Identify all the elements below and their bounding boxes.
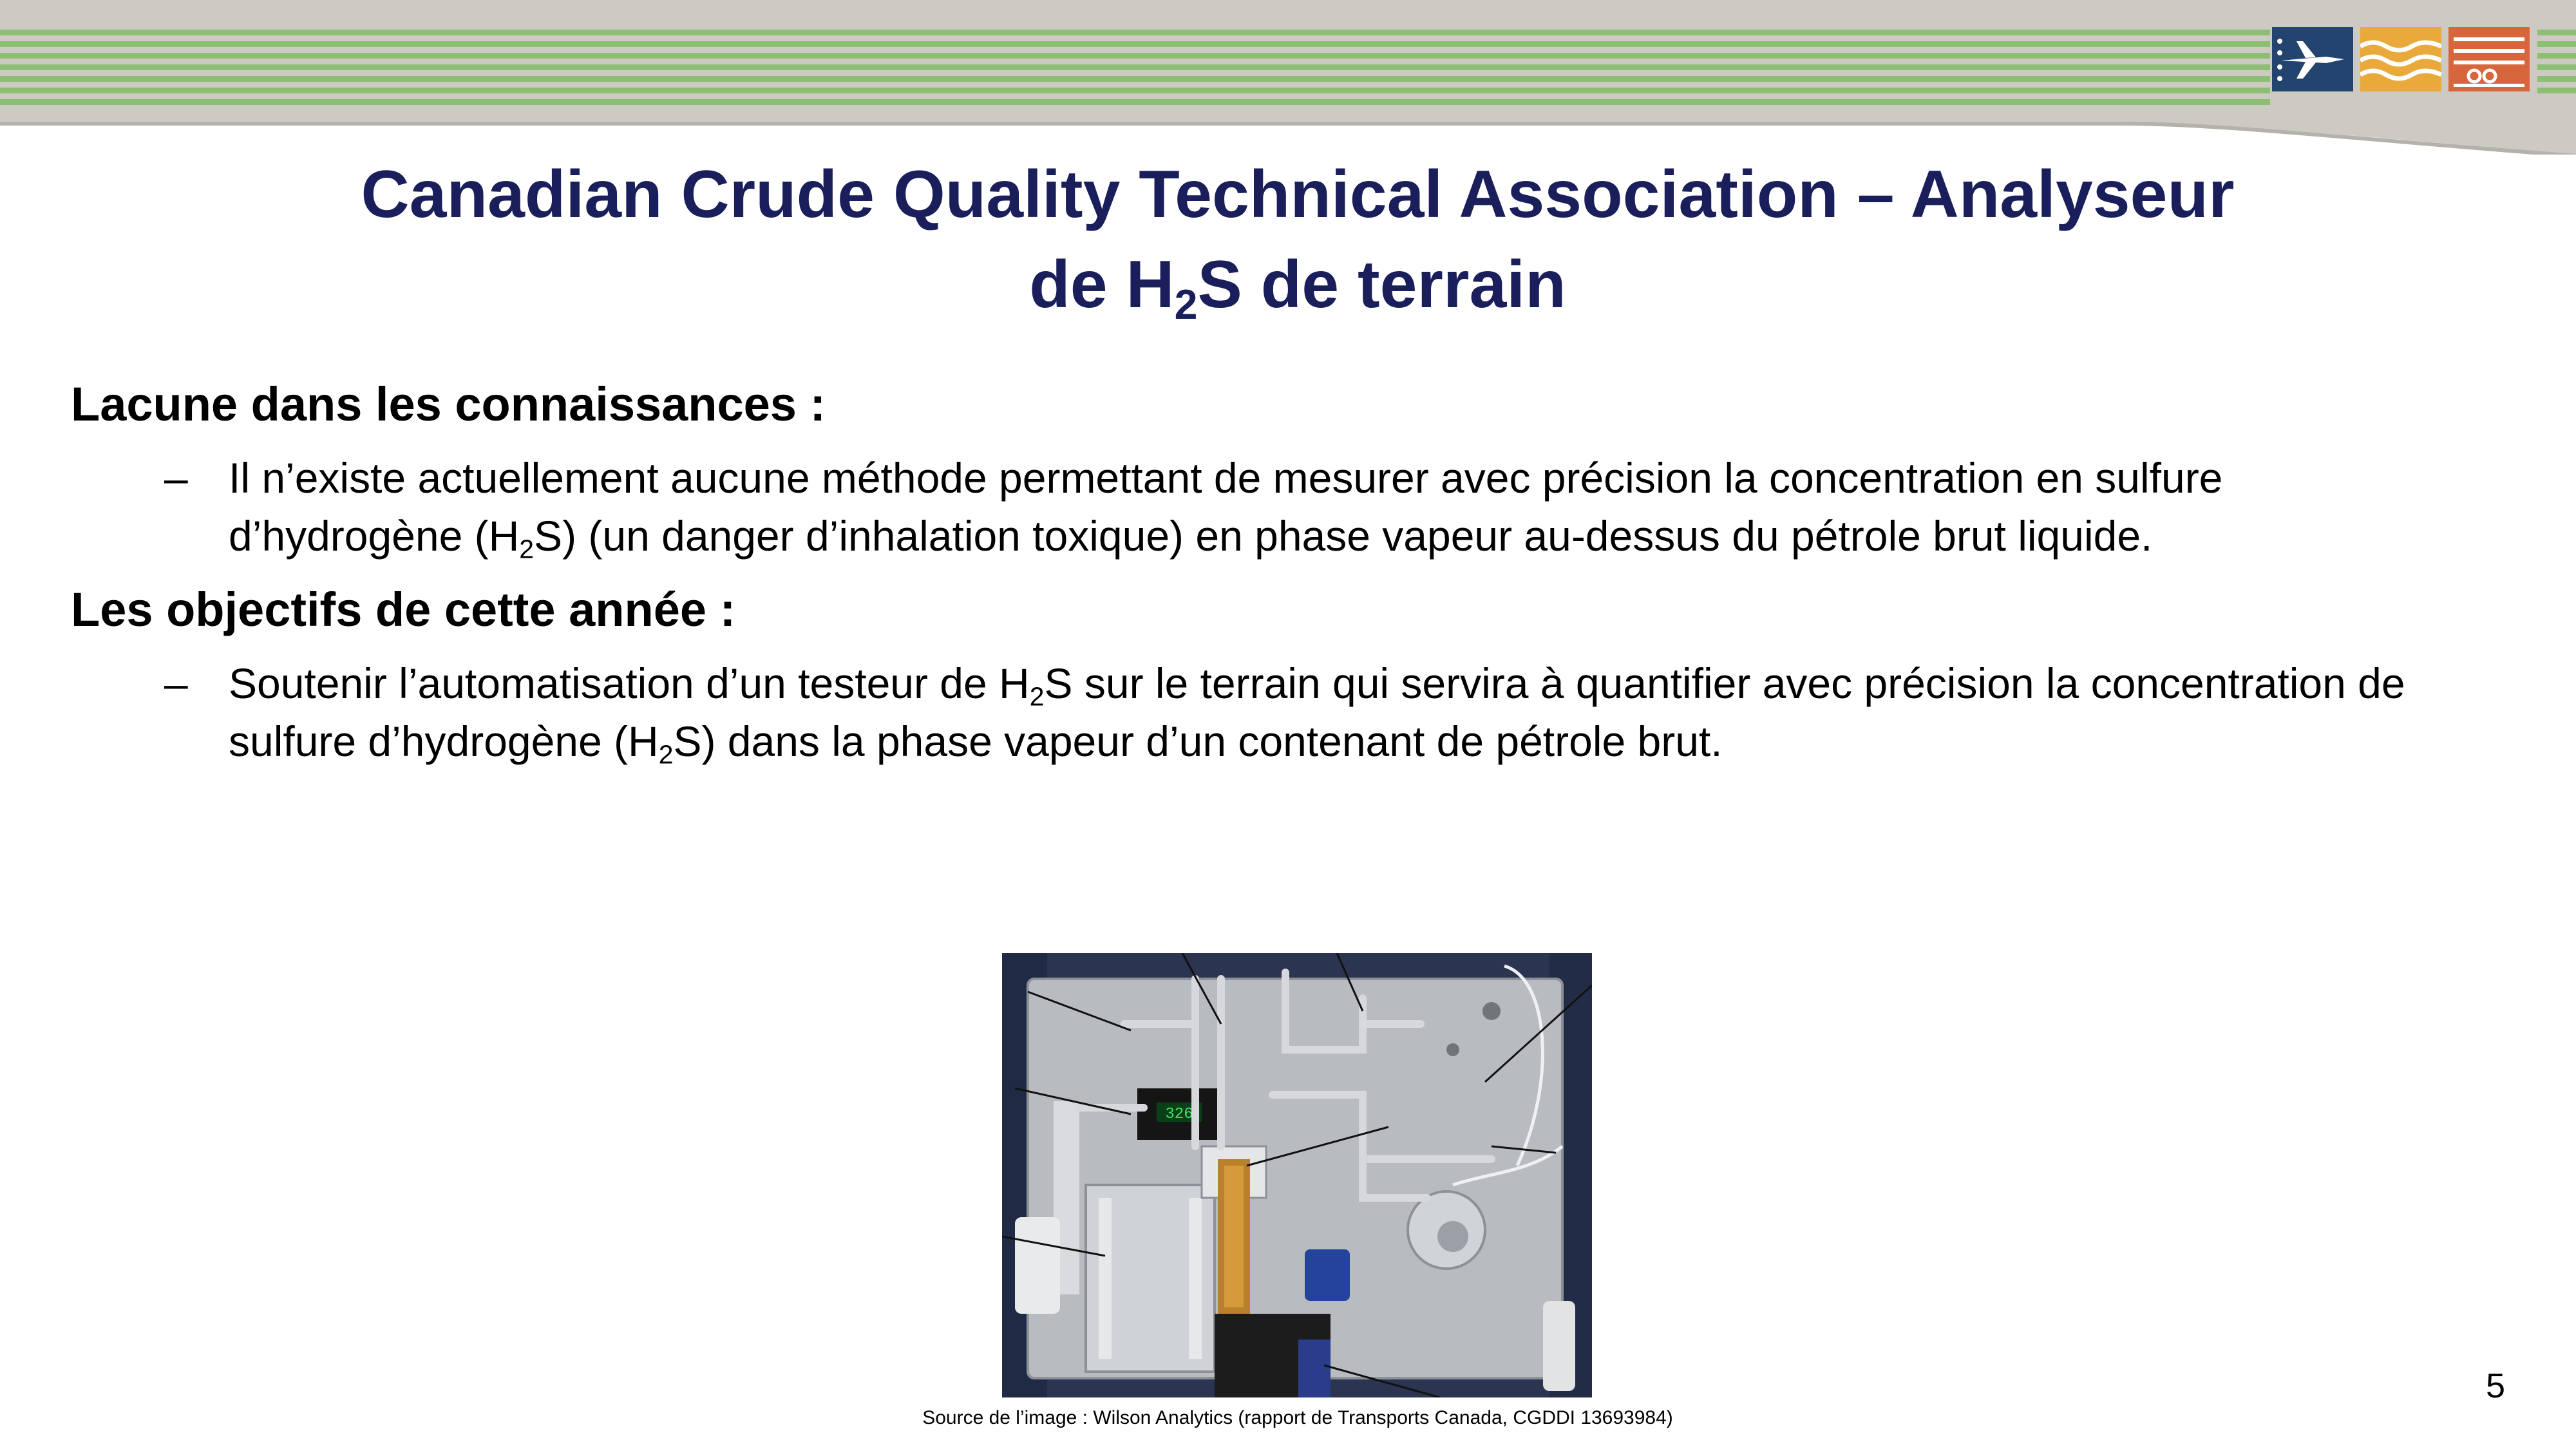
image-source-caption: Source de l’image : Wilson Analytics (rapport de Transports Canada, CGDDI 13693984) (922, 1407, 1673, 1428)
bullet-dash: – (164, 659, 188, 707)
tsb-logo (2272, 27, 2530, 91)
section-heading-knowledge-gap: Lacune dans les connaissances : (71, 377, 826, 431)
airplane-icon (2272, 27, 2353, 91)
bullet-line: Il n’existe actuellement aucune méthode permettant de mesurer avec précision la concentration en sulfure (229, 454, 2223, 502)
bullet-dash: – (164, 454, 188, 502)
bullet-line: sulfure d’hydrogène $(H_2S)$ dans la phase vapeur d’un contenant de pétrole brut. (229, 717, 1723, 770)
analyzer-photo (1002, 953, 1592, 1397)
bullet-line: Soutenir l’automatisation d’un testeur de $H_2S$ sur le terrain qui servira à quantifier avec précision la concentration de (229, 659, 2405, 712)
rail-icon (2448, 27, 2530, 91)
section-heading-objectives: Les objectifs de cette année : (71, 583, 736, 636)
bullet-line: d’hydrogène $(H_2S)$ (un danger d’inhalation toxique) en phase vapeur au-dessus du pétrole brut liquide. (229, 512, 2153, 564)
bullet-knowledge-gap (229, 449, 2547, 565)
slide-title-line-1: Canadian Crude Quality Technical Association – Analyseur (361, 157, 2235, 232)
slide-title (161, 149, 2434, 330)
page-number: 5 (2485, 1367, 2505, 1405)
slide-title-line-2: de $H_2S$ de terrain (1029, 247, 1566, 328)
ship-waves-icon (2360, 27, 2441, 91)
bullet-objectives (229, 654, 2547, 770)
display-readout: 326 (1165, 1106, 1193, 1123)
header-band (0, 0, 2576, 155)
